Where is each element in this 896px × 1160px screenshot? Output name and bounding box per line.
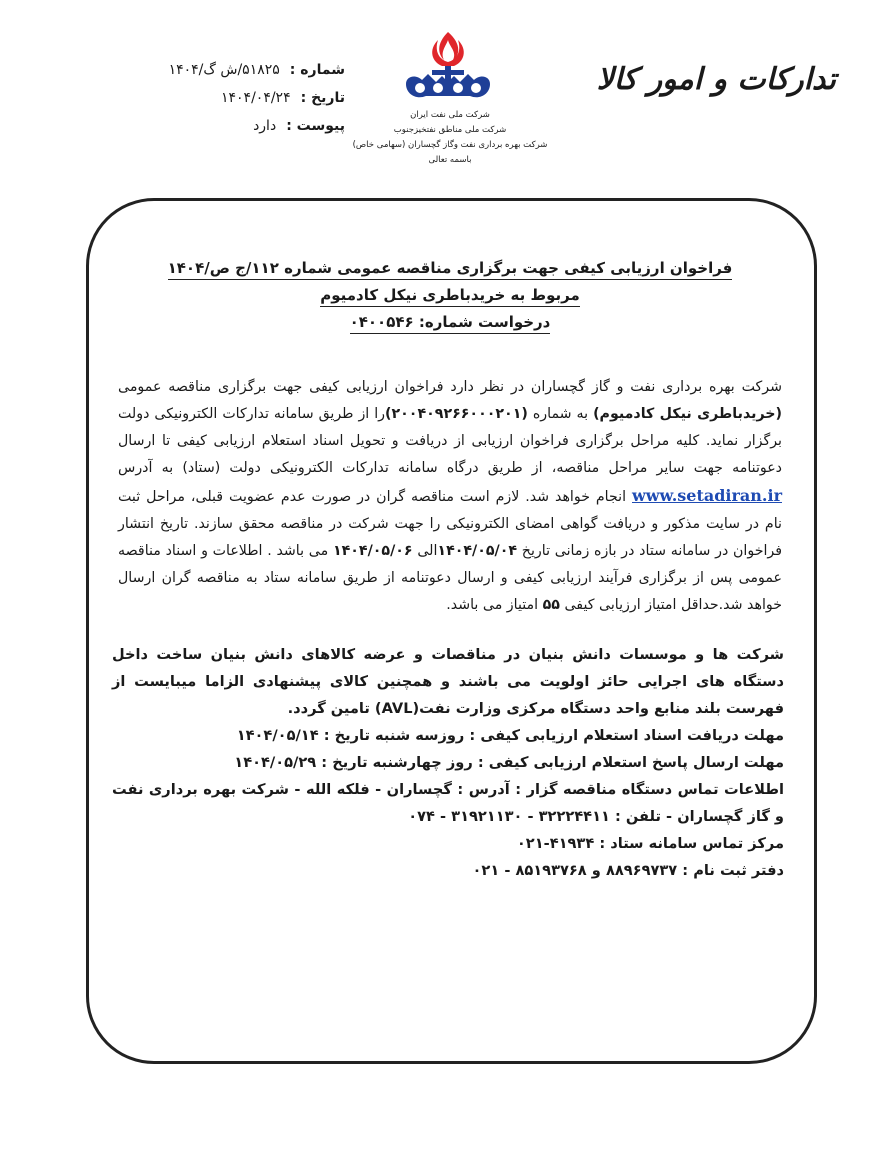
company-line-1: شرکت ملی نفت ایران bbox=[410, 110, 490, 120]
logo-cross bbox=[432, 70, 464, 75]
p1-g: الی bbox=[417, 543, 438, 559]
publish-date-to: ۱۴۰۴/۰۵/۰۶ bbox=[332, 543, 413, 559]
letter-number-label: شماره : bbox=[289, 62, 345, 78]
title-line-3-wrap bbox=[100, 312, 800, 331]
letter-attachment-value: دارد bbox=[253, 118, 277, 134]
tender-number: (۲۰۰۴۰۹۲۶۶۰۰۰۲۰۱) bbox=[385, 406, 528, 422]
knowledge-based-priority: شرکت ها و موسسات دانش بنیان در مناقصات و عرضه کالاهای دانش بنیان ساخت داخل دستگاه های اجرایی حائز اولویت می باشند و همچنین کالای پیشنهادی الزاما میبایست از فهرست بلند منابع واحد دستگاه مرکزی وزارت نفت(AVL) تامین گردد. bbox=[112, 646, 784, 717]
letter-meta bbox=[130, 56, 345, 140]
logo-ring-2 bbox=[433, 83, 443, 93]
notice-body bbox=[118, 374, 782, 619]
letter-date-row bbox=[130, 84, 345, 112]
request-number: درخواست شماره: ۰۴۰۰۵۴۶ bbox=[350, 313, 551, 334]
title-line-2-wrap bbox=[100, 285, 800, 304]
letter-date-value: ۱۴۰۴/۰۴/۲۴ bbox=[221, 90, 291, 106]
logo-ring-4 bbox=[471, 83, 481, 93]
logo-flame-outer bbox=[432, 40, 464, 66]
setad-link[interactable]: www.setadiran.ir bbox=[632, 486, 782, 505]
logo-flame bbox=[439, 32, 458, 62]
deadline-receive: مهلت دریافت اسناد استعلام ارزیابی کیفی : روزسه شنبه تاریخ : ۱۴۰۴/۰۵/۱۴ bbox=[236, 727, 784, 744]
min-score: ۵۵ bbox=[542, 597, 560, 613]
company-line-2: شرکت ملی مناطق نفتخیزجنوب bbox=[393, 125, 507, 135]
deadline-send: مهلت ارسال پاسخ استعلام ارزیابی کیفی : روز چهارشنبه تاریخ : ۱۴۰۴/۰۵/۲۹ bbox=[234, 754, 784, 771]
title-line-1-wrap bbox=[100, 258, 800, 277]
letter-attachment-label: پیوست : bbox=[286, 118, 345, 134]
tender-subject: (خریدباطری نیکل کادمیوم) bbox=[593, 406, 783, 422]
registration-office: دفتر ثبت نام : ۸۸۹۶۹۷۳۷ و ۸۵۱۹۳۷۶۸ - ۰۲۱ bbox=[472, 862, 784, 879]
company-line-3: شرکت بهره برداری نفت وگاز گچساران (سهامی خاص) bbox=[352, 140, 548, 150]
notice-heading bbox=[100, 258, 800, 339]
notice-subtitle: مربوط به خریدباطری نیکل کادمیوم bbox=[320, 286, 580, 307]
notice-details bbox=[112, 641, 784, 884]
p1-h: می باشد . اطلاعات و اسناد مناقصه عمومی پس از برگزاری فرآیند ارزیابی کیفی و ارسال دعوتنامه از طریق سامانه ستاد به مناقصه گران ارسال خواهد شد.حداقل امتیاز ارزیابی کیفی bbox=[118, 543, 782, 613]
logo-ring-3 bbox=[453, 83, 463, 93]
logo-ring-1 bbox=[415, 83, 425, 93]
letter-attachment-row bbox=[130, 112, 345, 140]
p1-c: به شماره bbox=[532, 406, 589, 422]
publish-date-from: ۱۴۰۴/۰۵/۰۴ bbox=[437, 543, 518, 559]
letter-number-value: ۵۱۸۲۵/ش گ/۱۴۰۴ bbox=[168, 62, 280, 78]
letter-date-label: تاریخ : bbox=[300, 90, 345, 106]
p1-f: انجام خواهد شد. لازم است مناقصه گران در صورت عدم عضویت قبلی، مراحل ثبت نام در سایت مذکور و دریافت گواهی امضای الکترونیکی را جهت شرکت در مناقصه محقق سازند. تاریخ انتشار فراخوان در سامانه ستاد در بازه زمانی تاریخ bbox=[118, 489, 783, 559]
company-names bbox=[340, 108, 560, 168]
setad-center: مرکز تماس سامانه ستاد : ۴۱۹۳۴-۰۲۱ bbox=[516, 835, 784, 852]
notice-title: فراخوان ارزیابی کیفی جهت برگزاری مناقصه عمومی شماره ۱۱۲/ج ص/۱۴۰۴ bbox=[168, 259, 733, 280]
p1-a: شرکت بهره برداری نفت و گاز گچساران در نظر دارد فراخوان ارزیابی کیفی جهت برگزاری مناقصه عمومی bbox=[118, 379, 782, 395]
letter-number-row bbox=[130, 56, 345, 84]
department-brand: تدارکات و امور کالا bbox=[596, 62, 836, 97]
contact-info: اطلاعات تماس دستگاه مناقصه گزار : آدرس : گچساران - فلکه الله - شرکت بهره برداری نفت و گاز گچساران - تلفن : ۳۲۲۲۴۴۱۱ - ۳۱۹۲۱۱۳۰ - ۰۷۴ bbox=[112, 781, 784, 825]
nioc-logo-icon bbox=[398, 30, 498, 115]
p1-i: امتیاز می باشد. bbox=[446, 597, 539, 613]
bismillah-line: باسمه تعالی bbox=[428, 155, 472, 165]
p1-e: را از طریق سامانه تدارکات الکترونیکی دولت برگزار نماید. کلیه مراحل برگزاری فراخوان ارزیابی از دریافت و تحویل اسناد استعلام ارزیابی کیفی تا ارسال دعوتنامه جهت سایر مراحل مناقصه، از طریق درگاه سامانه تدارکات الکترونیکی دولت (ستاد) به آدرس bbox=[118, 406, 782, 476]
